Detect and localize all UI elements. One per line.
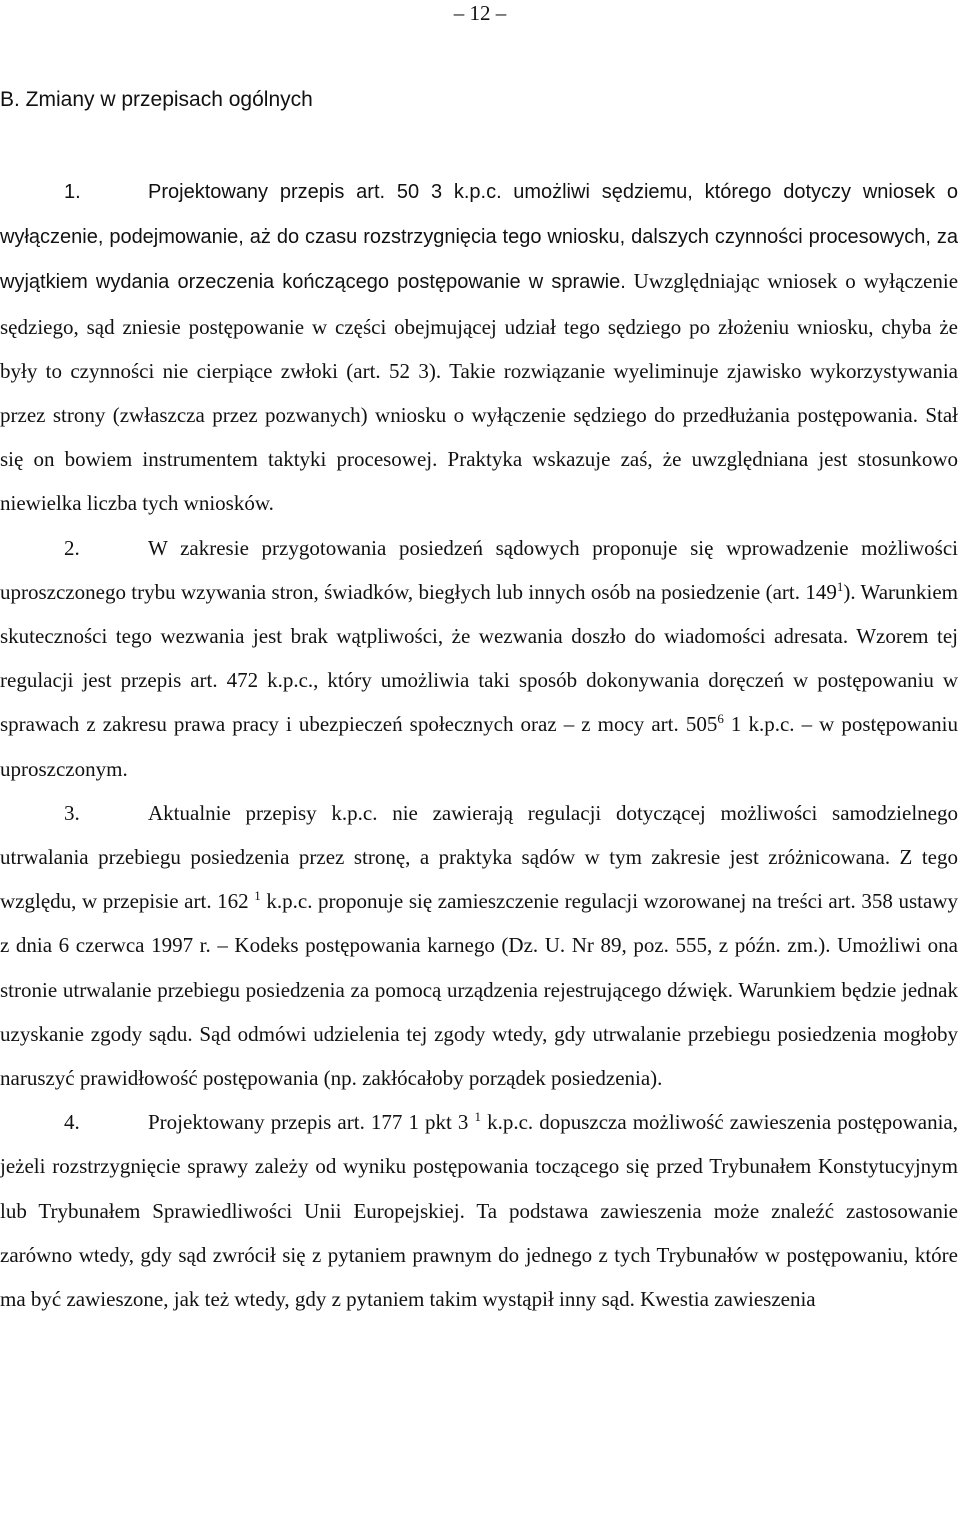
paragraph-4 <box>0 1100 958 1321</box>
paragraph-text: ). Warunkiem skuteczności tego wezwania jest brak wątpliwości, że wezwania doszło do wiadomości adresata. Wzorem tej regulacji jest przepis art. 472 k.p.c., który umożliwia taki sposób dokonywania doręczeń w postępowaniu w sprawach z zakresu prawa pracy i ubezpieczeń społecznych oraz – z mocy art. 505 <box>0 579 958 737</box>
section-heading: B. Zmiany w przepisach ogólnych <box>0 88 313 111</box>
paragraph-text: 1 k.p.c. – w postępowaniu uproszczonym. <box>0 712 958 781</box>
paragraph-text: k.p.c. dopuszcza możliwość zawieszenia postępowania, jeżeli rozstrzygnięcie sprawy zależy od wyniku postępowania toczącego się przed Trybunałem Konstytucyjnym lub Trybunałem Sprawiedliwości Unii Europejskiej. Ta podstawa zawieszenia może znaleźć zastosowanie zarówno wtedy, gdy sąd zwrócił się z pytaniem prawnym do jednego z tych Trybunałów w postępowaniu, które ma być zawieszone, jak też wtedy, gdy z pytaniem takim wystąpił inny sąd. Kwestia zawieszenia <box>0 1110 958 1312</box>
superscript: 1 <box>254 888 261 904</box>
paragraph-text: W zakresie przygotowania posiedzeń sądowych proponuje się wprowadzenie możliwości uproszczonego trybu wzywania stron, świadków, biegłych lub innych osób na posiedzenie (art. 149 <box>0 535 958 604</box>
paragraph-lead: Projektowany przepis art. 50 3 k.p.c. <box>148 181 502 203</box>
body-text <box>0 169 958 1321</box>
paragraph-1 <box>0 169 958 526</box>
paragraph-text: Aktualnie przepisy k.p.c. nie zawierają regulacji dotyczącej możliwości samodzielnego utrwalania przebiegu posiedzenia przez stronę, a praktyka sądów w tym zakresie jest zróżnicowana. Z tego względu, w przepisie art. 162 <box>0 800 958 914</box>
paragraph-text: Takie rozwiązanie wyeliminuje zjawisko wykorzystywania przez strony (zwłaszcza przez pozwanych) wniosku o wyłączenie sędziego do przedłużania postępowania. Stał się on bowiem instrumentem taktyki procesowej. Praktyka wskazuje zaś, że uwzględniana jest stosunkowo niewielka liczba tych wniosków. <box>0 358 958 516</box>
paragraph-text: Uwzględniając wniosek o wyłączenie sędziego, sąd zniesie postępowanie w części obejmującej udział tego sędziego po złożeniu wniosku, chyba że były to czynności nie cierpiące zwłoki (art. 52 3). <box>0 269 959 383</box>
paragraph-text: Projektowany przepis art. 177 1 pkt 3 <box>148 1110 469 1135</box>
paragraph-2 <box>0 526 958 791</box>
paragraph-3 <box>0 791 958 1100</box>
paragraph-number: 1. <box>64 181 81 203</box>
paragraph-number: 3. <box>64 800 80 825</box>
paragraph-text: k.p.c. proponuje się zamieszczenie regulacji wzorowanej na treści art. 358 ustawy z dnia 6 czerwca 1997 r. – Kodeks postępowania karnego (Dz. U. Nr 89, poz. 555, z późn. zm.). Umożliwi ona stronie utrwalanie przebiegu posiedzenia za pomocą urządzenia rejestrującego dźwięk. Warunkiem będzie jednak uzyskanie zgody sądu. Sąd odmówi udzielenia tej zgody wtedy, gdy utrwalanie przebiegu posiedzenia mogłoby naruszyć prawidłowość postępowania (np. zakłócałoby porządek posiedzenia). <box>0 889 958 1091</box>
paragraph-number: 2. <box>64 535 80 560</box>
superscript: 6 <box>717 711 724 727</box>
paragraph-number: 4. <box>64 1110 80 1135</box>
superscript: 1 <box>836 578 844 594</box>
page-number: – 12 – <box>453 1 507 25</box>
paragraph-text: umożliwi sędziemu, którego dotyczy wniosek o wyłączenie, podejmowanie, aż do czasu rozstrzygnięcia tego wniosku, dalszych czynności procesowych, za wyjątkiem wydania orzeczenia kończącego postępowanie w sprawie. <box>0 181 959 294</box>
superscript: 1 <box>474 1109 481 1125</box>
